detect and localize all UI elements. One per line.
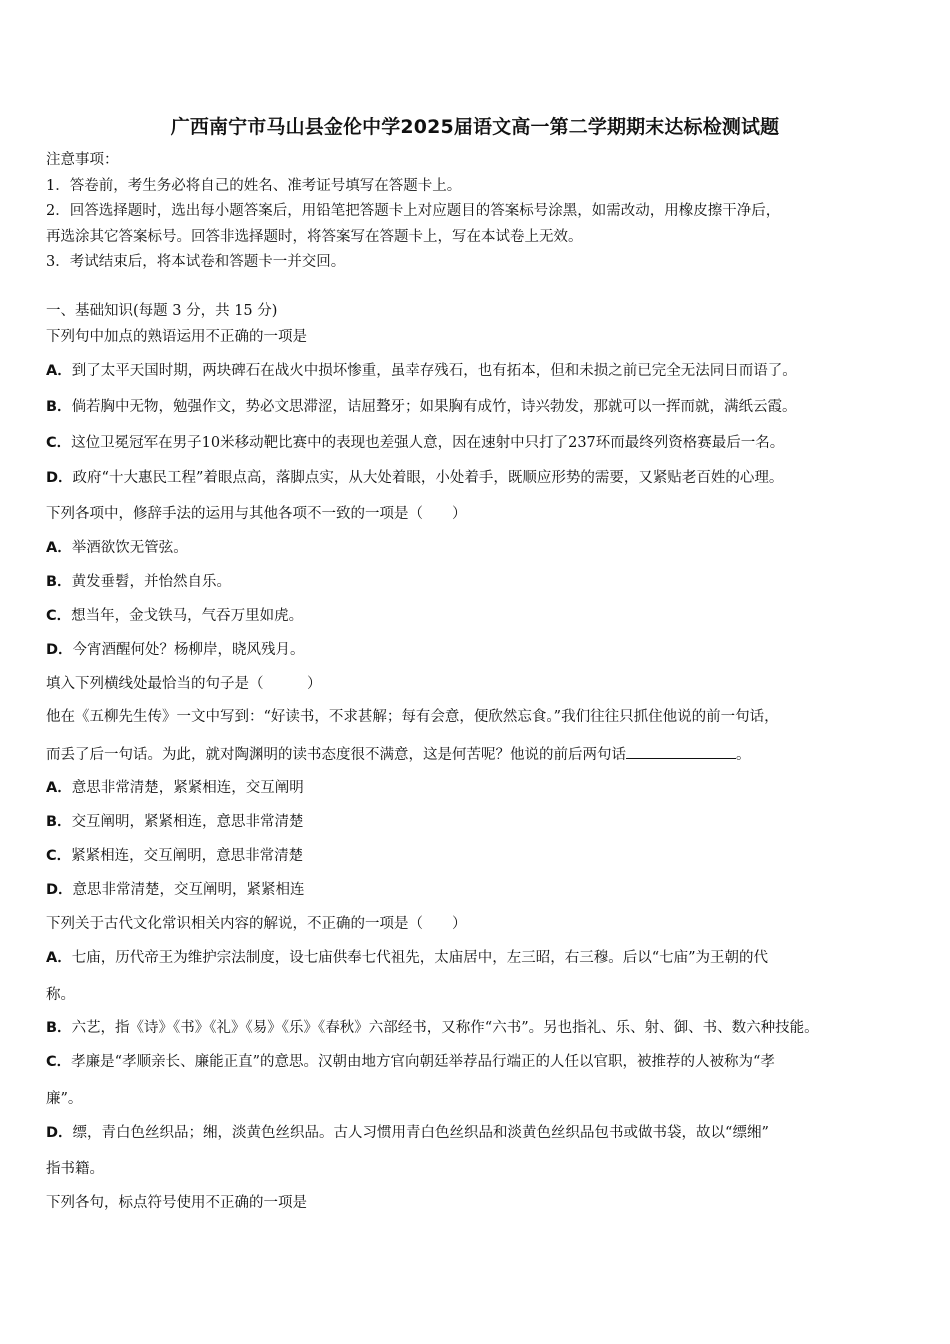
option-letter: A． [46,780,72,796]
q2-option-c [46,606,303,626]
question-3-stem: 填入下列横线处最恰当的句子是（ ） [46,676,322,692]
notice-item-3: 3．考试结束后，将本试卷和答题卡一并交回。 [46,254,346,270]
option-letter: B． [46,814,72,830]
q3-option-a [46,778,304,798]
question-1-stem: 下列句中加点的熟语运用不正确的一项是 [46,329,307,345]
option-text: 七庙，历代帝王为维护宗法制度，设七庙供奉七代祖先，太庙居中，左三昭，右三穆。后以“七庙”为王朝的代 [71,950,769,966]
q3-passage-line-2 [46,744,751,765]
option-text: 缥，青白色丝织品；缃，淡黄色丝织品。古人习惯用青白色丝织品和淡黄色丝织品包书或做书袋，故以“缥缃” [72,1125,769,1141]
notice-item-2-cont: 再选涂其它答案标号。回答非选择题时，将答案写在答题卡上，写在本试卷上无效。 [46,229,583,245]
q4-option-b [46,1018,819,1038]
option-text: 这位卫冕冠军在男子10米移动靶比赛中的表现也差强人意，因在速射中只打了237环而最终列资格赛最后一名。 [71,435,785,451]
q2-option-a [46,538,188,558]
option-letter: D． [46,642,73,658]
q4-option-c-cont: 廉”。 [46,1091,83,1107]
option-letter: D． [46,470,73,486]
option-text: 倘若胸中无物，勉强作文，势必文思滞涩，诘屈聱牙；如果胸有成竹，诗兴勃发，那就可以一挥而就，满纸云霞。 [71,399,797,415]
option-letter: B． [46,574,72,590]
answer-blank [626,744,736,759]
passage-text: 而丢了后一句话。为此，就对陶渊明的读书态度很不满意，这是何苦呢？他说的前后两句话 [46,747,626,763]
q3-option-c [46,846,303,866]
option-text: 政府“十大惠民工程”着眼点高，落脚点实，从大处着眼，小处着手，既顺应形势的需要，又紧贴老百姓的心理。 [72,470,784,486]
option-text: 交互阐明，紧紧相连，意思非常清楚 [71,814,304,830]
q2-option-d [46,640,305,660]
q4-option-d-cont: 指书籍。 [46,1161,104,1177]
option-letter: C． [46,435,72,451]
q3-passage-line-1: 他在《五柳先生传》一文中写到：“好读书，不求甚解；每有会意，便欣然忘食。”我们往往只抓住他说的前一句话， [46,709,779,725]
option-letter: C． [46,608,72,624]
option-letter: D． [46,1125,73,1141]
option-text: 今宵酒醒何处？杨柳岸，晓风残月。 [72,642,305,658]
option-text: 到了太平天国时期，两块碑石在战火中损坏惨重，虽幸存残石，也有拓本，但和未损之前已完全无法同日而语了。 [71,363,797,379]
question-4-stem: 下列关于古代文化常识相关内容的解说，不正确的一项是（ ） [46,916,467,932]
q1-option-c [46,433,784,453]
passage-end: 。 [736,747,751,763]
option-letter: C． [46,848,72,864]
q4-option-d [46,1123,769,1143]
option-text: 六艺，指《诗》《书》《礼》《易》《乐》《春秋》六部经书，又称作“六书”。另也指礼、乐、射、御、书、数六种技能。 [71,1020,819,1036]
q1-option-d [46,468,783,488]
q4-option-a-cont: 称。 [46,987,75,1003]
option-letter: A． [46,540,72,556]
option-text: 黄发垂髫，并怡然自乐。 [71,574,232,590]
option-letter: D． [46,882,73,898]
question-5-stem: 下列各句，标点符号使用不正确的一项是 [46,1195,307,1211]
q1-option-b [46,397,797,417]
notice-item-1: 1．答卷前，考生务必将自己的姓名、准考证号填写在答题卡上。 [46,178,462,194]
option-text: 意思非常清楚，紧紧相连，交互阐明 [71,780,304,796]
notice-item-2: 2．回答选择题时，选出每小题答案后，用铅笔把答题卡上对应题目的答案标号涂黑，如需改动，用橡皮擦干净后， [46,203,781,219]
q1-option-a [46,361,797,381]
option-text: 意思非常清楚，交互阐明，紧紧相连 [72,882,305,898]
option-text: 紧紧相连，交互阐明，意思非常清楚 [71,848,304,864]
notice-heading: 注意事项： [46,152,119,168]
option-letter: C． [46,1054,72,1070]
q4-option-a [46,948,768,968]
option-text: 孝廉是“孝顺亲长、廉能正直”的意思。汉朝由地方官向朝廷举荐品行端正的人任以官职，被推荐的人被称为“孝 [71,1054,775,1070]
option-text: 举酒欲饮无管弦。 [71,540,188,556]
option-letter: B． [46,1020,72,1036]
section-heading: 一、基础知识(每题 3 分，共 15 分) [46,303,278,319]
page-title: 广西南宁市马山县金伦中学2025届语文高一第二学期期末达标检测试题 [170,116,780,138]
q4-option-c [46,1052,775,1072]
q3-option-b [46,812,304,832]
option-letter: B． [46,399,72,415]
option-letter: A． [46,950,72,966]
option-letter: A． [46,363,72,379]
q2-option-b [46,572,231,592]
option-text: 想当年，金戈铁马，气吞万里如虎。 [71,608,304,624]
q3-option-d [46,880,305,900]
question-2-stem: 下列各项中，修辞手法的运用与其他各项不一致的一项是（ ） [46,506,467,522]
